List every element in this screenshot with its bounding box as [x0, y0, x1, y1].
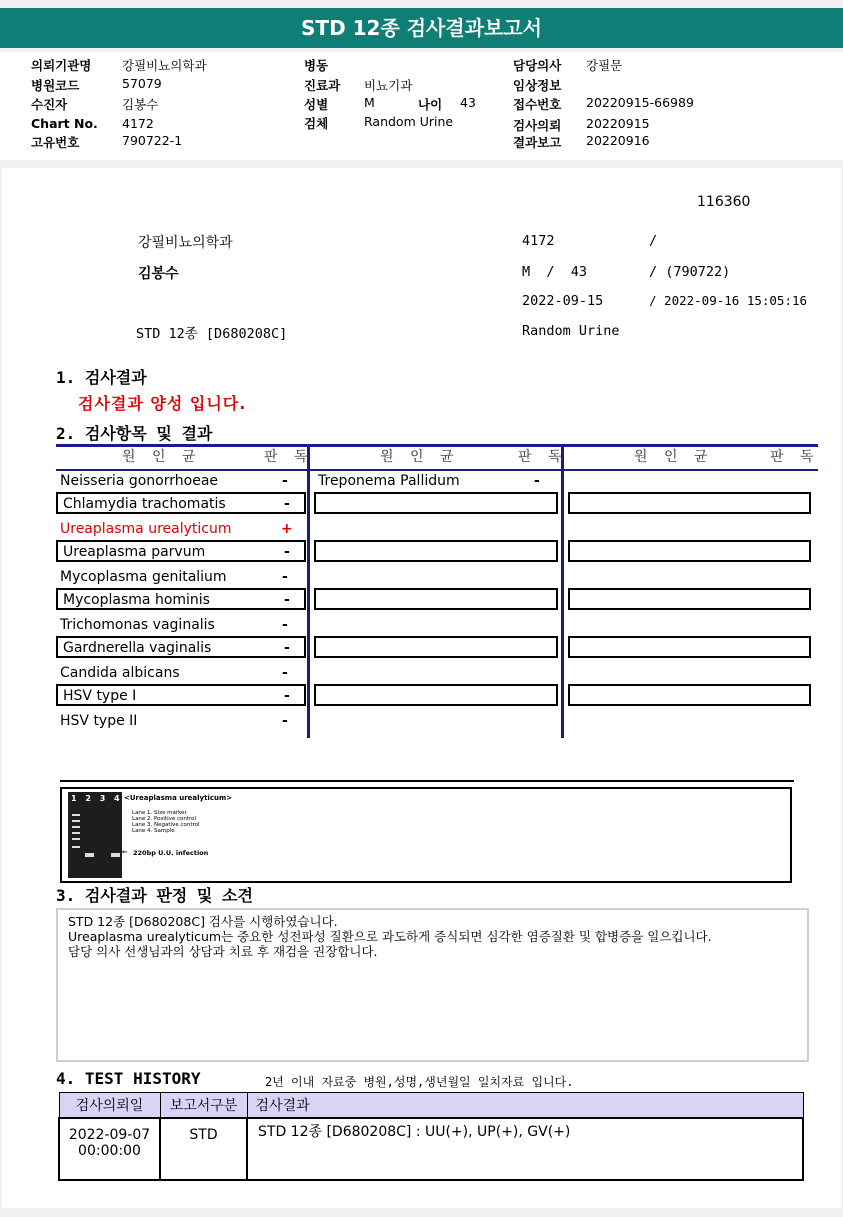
header-label: Chart No.	[31, 116, 98, 131]
gel-band	[72, 846, 80, 848]
result-row	[56, 684, 306, 706]
gel-band	[111, 853, 120, 857]
history-header-type: 보고서구분	[160, 1093, 247, 1119]
section-4-title: 4. TEST HISTORY	[56, 1069, 201, 1088]
header-value: M	[364, 95, 375, 110]
gel-band	[72, 832, 80, 834]
header-value: 20220916	[586, 133, 650, 148]
gel-band	[85, 853, 94, 857]
result-row	[56, 540, 306, 562]
result-row	[56, 588, 306, 610]
judgement: -	[284, 544, 290, 560]
gel-band	[72, 814, 80, 816]
header-label: 나이	[418, 97, 443, 112]
header-label: 고유번호	[31, 135, 80, 150]
findings-line: Ureaplasma urealyticum는 중요한 성전파성 질환으로 과도하게 증식되면 심각한 염증질환 및 합병증을 일으킵니다.	[68, 929, 712, 944]
empty-result-box	[314, 492, 558, 514]
gel-legend-item: Lane 2. Positive control	[132, 816, 197, 822]
column-header-judge: 판 독	[264, 449, 314, 465]
pathogen-name: Ureaplasma parvum	[63, 544, 206, 560]
gel-title: <Ureaplasma urealyticum>	[124, 794, 233, 802]
result-summary: 검사결과 양성 입니다.	[78, 394, 247, 413]
specimen: Random Urine	[522, 323, 620, 339]
gel-legend-item: Lane 3. Negative control	[132, 822, 200, 828]
judgement: -	[284, 640, 290, 656]
header-label: 병원코드	[31, 78, 80, 93]
report-title: STD 12종 검사결과보고서	[0, 8, 843, 48]
judgement: -	[284, 496, 290, 512]
empty-result-box	[314, 540, 558, 562]
history-type: STD	[160, 1118, 247, 1180]
result-row	[56, 710, 306, 732]
result-row	[56, 492, 306, 514]
gel-band	[72, 838, 80, 840]
header-label: 수진자	[31, 97, 68, 112]
header-value: 20220915	[586, 116, 650, 131]
gel-legend-item: Lane 4. Sample	[132, 828, 175, 834]
empty-result-box	[314, 636, 558, 658]
header-value: 4172	[122, 116, 154, 131]
chart-number: 4172	[522, 233, 555, 249]
section-2-title: 2. 검사항목 및 결과	[56, 424, 213, 443]
header-value: 강필비뇨의학과	[122, 58, 207, 73]
report-sheet	[2, 168, 841, 1208]
gel-legend-item: Lane 1. Size marker	[132, 810, 187, 816]
pathogen-name: Trichomonas vaginalis	[60, 617, 215, 633]
column-header-pathogen: 원 인 균	[634, 449, 714, 465]
history-header-date: 검사의뢰일	[59, 1093, 160, 1119]
judgement: -	[282, 569, 288, 585]
test-history-table	[58, 1092, 804, 1181]
header-label: 검체	[304, 116, 329, 131]
date-reported: / 2022-09-16 15:05:16	[649, 293, 808, 308]
birth-date: / (790722)	[649, 264, 731, 280]
pathogen-name: Treponema Pallidum	[318, 473, 460, 489]
findings-line: 담당 의사 선생님과의 상담과 치료 후 재검을 권장합니다.	[68, 944, 378, 959]
report-header	[0, 52, 843, 160]
result-row	[56, 614, 306, 636]
header-value: 43	[460, 95, 476, 110]
divider-line	[60, 780, 794, 782]
header-value: 비뇨기과	[364, 78, 413, 93]
column-divider	[307, 444, 310, 738]
pathogen-name: Mycoplasma hominis	[63, 592, 210, 608]
result-row	[56, 636, 306, 658]
header-label: 담당의사	[513, 58, 562, 73]
column-header-judge: 판 독	[518, 449, 568, 465]
judgement: -	[282, 665, 288, 681]
column-header-pathogen: 원 인 균	[380, 449, 460, 465]
gel-electrophoresis-image	[68, 792, 122, 878]
header-label: 검사의뢰	[513, 118, 562, 133]
history-note: 2년 이내 자료중 병원,성명,생년월일 일치자료 입니다.	[265, 1075, 574, 1089]
pathogen-name: Ureaplasma urealyticum	[60, 521, 232, 537]
header-label: 임상정보	[513, 78, 562, 93]
empty-result-box	[314, 684, 558, 706]
history-date-cell	[59, 1118, 160, 1180]
header-label: 병동	[304, 58, 329, 73]
judgement: -	[282, 713, 288, 729]
empty-result-box	[568, 588, 811, 610]
section-1-title: 1. 검사결과	[56, 368, 147, 387]
date-received: 2022-09-15	[522, 293, 604, 309]
empty-result-box	[568, 540, 811, 562]
judgement: -	[282, 617, 288, 633]
history-date: 2022-09-07	[68, 1127, 151, 1143]
pathogen-name: HSV type I	[63, 688, 137, 704]
section-3-title: 3. 검사결과 판정 및 소견	[56, 886, 253, 905]
judgement-positive: +	[281, 521, 293, 537]
history-header-result: 검사결과	[247, 1093, 803, 1119]
judgement: -	[282, 473, 288, 489]
empty-result-box	[568, 492, 811, 514]
gel-arrow-icon: ←	[122, 848, 128, 856]
pathogen-name: Gardnerella vaginalis	[63, 640, 212, 656]
result-row	[56, 662, 306, 684]
lane-numbers: 1 2 3 4	[71, 794, 123, 803]
judgement: -	[284, 592, 290, 608]
empty-result-box	[568, 636, 811, 658]
header-value: 20220915-66989	[586, 95, 694, 110]
findings-box	[56, 908, 809, 1062]
test-name: STD 12종 [D680208C]	[136, 326, 288, 342]
header-label: 접수번호	[513, 97, 562, 112]
result-row	[56, 470, 306, 492]
pathogen-name: Candida albicans	[60, 665, 180, 681]
result-row	[314, 470, 558, 492]
history-row	[59, 1118, 803, 1180]
column-header-pathogen: 원 인 균	[122, 449, 202, 465]
header-value: 57079	[122, 76, 162, 91]
gel-annotation: 220bp U.U. infection	[133, 849, 209, 857]
result-row-positive	[56, 518, 306, 540]
column-header-judge: 판 독	[770, 449, 820, 465]
header-label: 결과보고	[513, 135, 562, 150]
empty-result-box	[314, 588, 558, 610]
pathogen-name: Chlamydia trachomatis	[63, 496, 226, 512]
header-label: 의뢰기관명	[31, 58, 92, 73]
judgement: -	[534, 473, 540, 489]
empty-result-box	[568, 684, 811, 706]
history-time: 00:00:00	[78, 1143, 141, 1159]
gel-band	[72, 820, 80, 822]
report-number: 116360	[697, 194, 751, 210]
header-value: 강필문	[586, 58, 623, 73]
result-row	[56, 566, 306, 588]
header-value: 김봉수	[122, 97, 159, 112]
judgement: -	[284, 688, 290, 704]
pathogen-name: Mycoplasma genitalium	[60, 569, 227, 585]
pathogen-name: Neisseria gonorrhoeae	[60, 473, 219, 489]
findings-line: STD 12종 [D680208C] 검사를 시행하였습니다.	[68, 914, 338, 929]
header-label: 진료과	[304, 78, 341, 93]
header-value: 790722-1	[122, 133, 183, 148]
column-divider	[561, 444, 564, 738]
history-result: STD 12종 [D680208C] : UU(+), UP(+), GV(+)	[247, 1118, 803, 1180]
gel-band	[72, 826, 80, 828]
clinic-name: 강필비뇨의학과	[138, 235, 233, 251]
patient-name: 김봉수	[138, 266, 179, 282]
header-label: 성별	[304, 97, 329, 112]
header-value: Random Urine	[364, 114, 454, 129]
pathogen-name: HSV type II	[60, 713, 138, 729]
gel-legend	[132, 810, 200, 834]
sex-age: M / 43	[522, 264, 588, 280]
separator: /	[649, 233, 658, 249]
